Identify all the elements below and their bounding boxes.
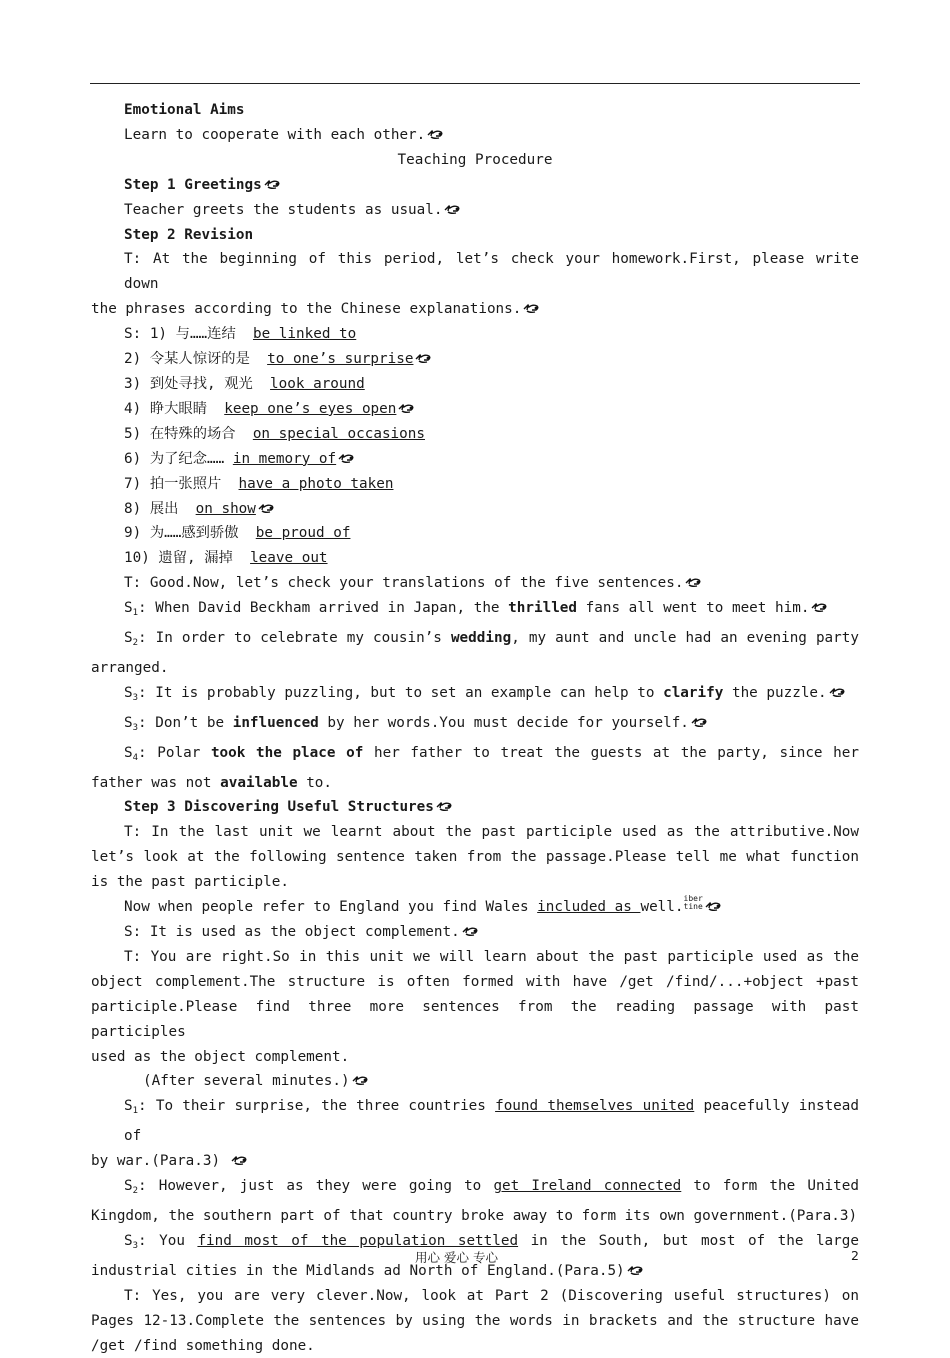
phrase-item: 3) 到处寻找, 观光 look around [91,372,859,397]
student-answer: S: It is used as the object complement. [91,920,859,945]
teacher-line: Pages 12-13.Complete the sentences by using the words in brackets and the structure have [91,1309,859,1334]
student-sentence: $S_3$: You find most of the population settled in the South, but most of the large [91,1229,859,1259]
return-mark-icon [415,353,432,364]
teacher-line: T: You are right.So in this unit we will learn about the past participle used as the [91,945,859,970]
phrase-item: 10) 遗留, 漏掉 leave out [91,546,859,571]
student-sentence: $S_1$: When David Beckham arrived in Japan, the thrilled fans all went to meet him. [91,596,859,626]
teacher-line: T: Good.Now, let’s check your translations of the five sentences. [91,571,859,596]
return-mark-icon [398,403,415,414]
teacher-line: used as the object complement. [91,1045,859,1070]
phrase-item: 9) 为……感到骄傲 be proud of [91,521,859,546]
teacher-line: /get /find something done. [91,1334,859,1358]
phrase-item: 8) 展出 on show [91,497,859,522]
return-mark-icon [231,1155,248,1166]
step3-heading: Step 3 Discovering Useful Structures [91,795,859,820]
student-sentence-cont: arranged. [91,656,859,681]
student-sentence: $S_2$: However, just as they were going to get Ireland connected to form the United [91,1174,859,1204]
step2-intro-line1: T: At the beginning of this period, let’s check your homework.First, please write down [91,247,859,297]
footer-motto: 用心 爱心 专心 [415,1248,498,1266]
student-sentence: $S_3$: Don’t be influenced by her words.You must decide for yourself. [91,711,859,741]
return-mark-icon [523,303,540,314]
emotional-aims-heading: Emotional Aims [91,98,859,123]
document-body [91,98,859,1358]
return-mark-icon [811,602,828,613]
step2-intro-line2: the phrases according to the Chinese explanations. [91,297,859,322]
student-sentence-cont: industrial cities in the Midlands ad North of England.(Para.5) [91,1259,859,1284]
phrase-item: S: 1) 与……连结 be linked to [91,322,859,347]
teacher-line: is the past participle. [91,870,859,895]
return-mark-icon [462,926,479,937]
return-mark-icon [427,129,444,140]
teaching-procedure-title: Teaching Procedure [91,148,859,173]
phrase-item: 2) 令某人惊讶的是 to one’s surprise [91,347,859,372]
header-rule [90,83,860,84]
phrase-item: 7) 拍一张照片 have a photo taken [91,472,859,497]
stamp-mark: iber tine [684,895,703,911]
example-sentence: Now when people refer to England you find Wales included as well.iber tine [91,895,859,920]
teacher-line: T: In the last unit we learnt about the past participle used as the attributive.Now [91,820,859,845]
return-mark-icon [705,901,722,912]
phrase-item: 5) 在特殊的场合 on special occasions [91,422,859,447]
student-sentence: $S_2$: In order to celebrate my cousin’s wedding, my aunt and uncle had an evening party [91,626,859,656]
student-sentence: $S_1$: To their surprise, the three countries found themselves united peacefully instead of [91,1094,859,1149]
student-sentence-cont: by war.(Para.3) [91,1149,859,1174]
teacher-line: T: Yes, you are very clever.Now, look at Part 2 (Discovering useful structures) on [91,1284,859,1309]
return-mark-icon [352,1075,369,1086]
emotional-aims-text: Learn to cooperate with each other. [91,123,859,148]
return-mark-icon [338,453,355,464]
return-mark-icon [436,801,453,812]
return-mark-icon [258,503,275,514]
after-note: (After several minutes.) [91,1069,859,1094]
page-number: 2 [851,1248,859,1263]
return-mark-icon [691,717,708,728]
step1-heading: Step 1 Greetings [91,173,859,198]
student-sentence: $S_3$: It is probably puzzling, but to set an example can help to clarify the puzzle. [91,681,859,711]
step2-heading: Step 2 Revision [91,223,859,248]
step1-text: Teacher greets the students as usual. [91,198,859,223]
return-mark-icon [685,577,702,588]
teacher-line: let’s look at the following sentence taken from the passage.Please tell me what function [91,845,859,870]
return-mark-icon [829,687,846,698]
return-mark-icon [627,1265,644,1276]
student-sentence: $S_4$: Polar took the place of her father to treat the guests at the party, since her [91,741,859,771]
teacher-line: object complement.The structure is often formed with have /get /find/...+object +past [91,970,859,995]
return-mark-icon [264,179,281,190]
student-sentence-cont: Kingdom, the southern part of that country broke away to form its own government.(Para.3) [91,1204,859,1229]
student-sentence-cont: father was not available to. [91,771,859,796]
phrase-item: 4) 睁大眼睛 keep one’s eyes open [91,397,859,422]
phrase-item: 6) 为了纪念…… in memory of [91,447,859,472]
teacher-line: participle.Please find three more sentences from the reading passage with past participles [91,995,859,1045]
return-mark-icon [444,204,461,215]
